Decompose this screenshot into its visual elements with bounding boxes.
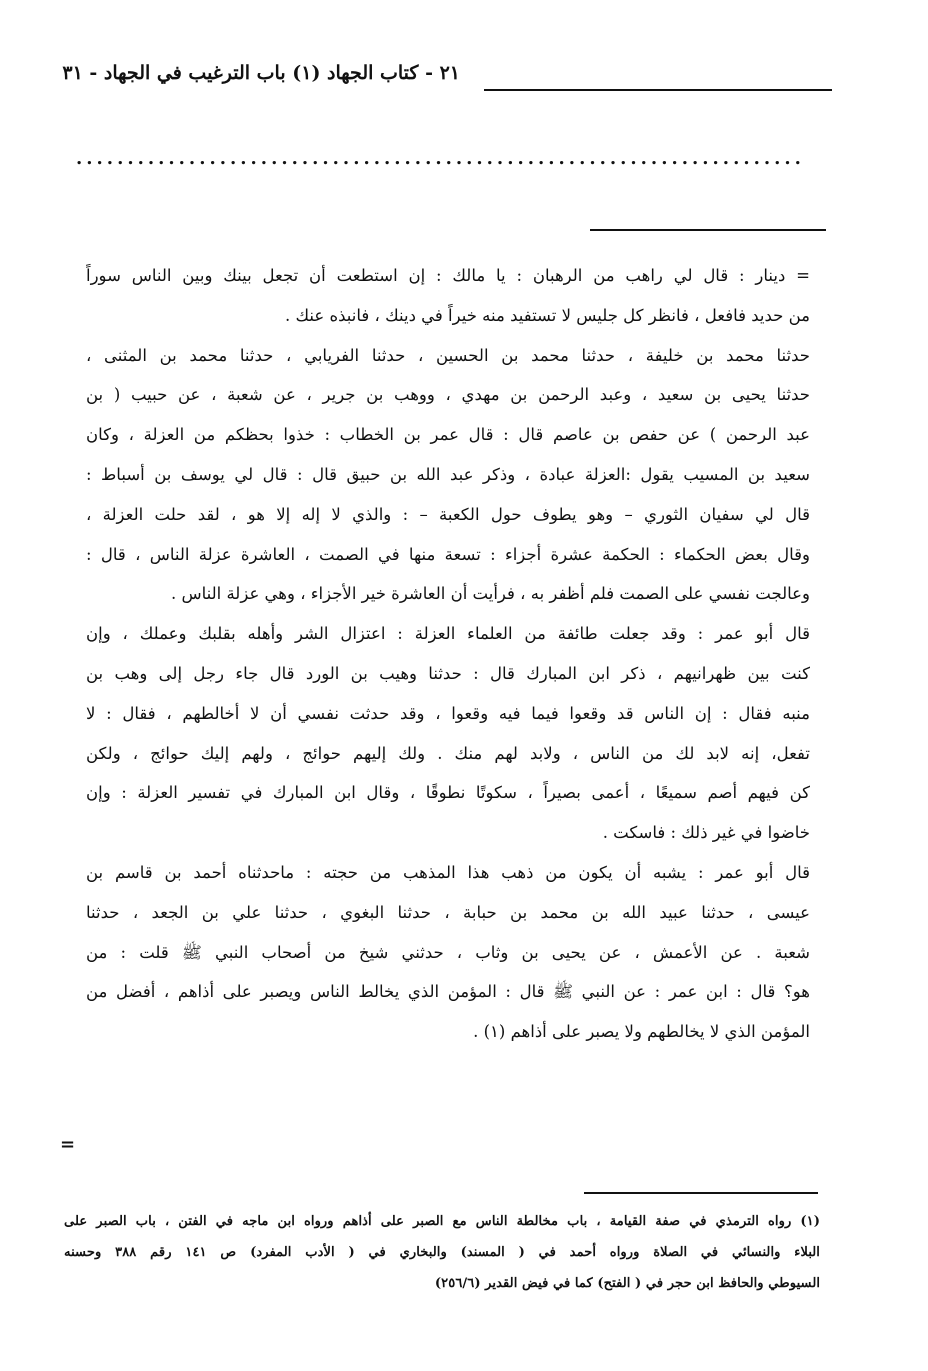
text-line: خاضوا في غير ذلك : فاسكت . bbox=[602, 823, 810, 843]
text-line: وعالجت نفسي على الصمت فلم أظفر به ، فرأيت أن العاشرة خير الأجزاء ، وهي عزلة الناس . bbox=[170, 584, 810, 604]
text-line: عيسى ، حدثنا عبيد الله بن محمد بن حبابة ، حدثنا البغوي ، حدثنا علي بن الجعد ، حدثنا bbox=[86, 902, 810, 922]
text-line: شعبة . عن الأعمش ، عن يحيى بن وثاب ، حدثني شيخ من أصحاب النبي ﷺ قلت : من bbox=[86, 942, 810, 962]
section-rule bbox=[590, 229, 826, 231]
text-line: منبه فقال : إن الناس قد وقعوا فيما فيه وقعوا ، وقد حدثت نفسي أن لا أخالطهم ، فقال : لا bbox=[86, 703, 810, 723]
text-line: كنت بين ظهرانيهم ، ذكر ابن المبارك قال : حدثنا وهيب بن الورد قال جاء رجل إلى وهب بن bbox=[86, 663, 810, 683]
text-line: كن فيهم أصم سميعًا ، أعمى بصيراً ، سكوتًا نطوقًا ، وقال ابن المبارك في تفسير العزلة : وإن bbox=[86, 783, 810, 803]
text-line: قال أبو عمر : يشبه أن يكون من ذهب هذا المذهب من حجته : ماحدثناه أحمد بن قاسم بن bbox=[86, 862, 810, 882]
footnote-line: (١) رواه الترمذي في صفة القيامة ، باب مخالطة الناس مع الصبر على أذاهم ورواه ابن ماجه في الفتن ، باب الصبر على bbox=[64, 1214, 820, 1229]
text-line: حدثنا يحيى بن سعيد ، وعبد الرحمن بن مهدي ، ووهب بن جرير ، عن شعبة ، عن حبيب ( بن bbox=[86, 385, 810, 405]
main-text bbox=[86, 256, 810, 1052]
text-line: هو؟ قال : ابن عمر : عن النبي ﷺ قال : المؤمن الذي يخالط الناس ويصبر على أذاهم ، أفضل من bbox=[86, 982, 810, 1002]
footnote-line: السيوطي والحافظ ابن حجر في ( الفتح) كما في فيض القدير (٢٥٦/٦) bbox=[434, 1276, 820, 1291]
text-line: سعيد بن المسيب يقول :العزلة عبادة ، وذكر عبد الله بن حبيق قال : قال لي يوسف بن أسباط : bbox=[86, 464, 810, 484]
ellipsis-separator: ....................................................................... bbox=[76, 148, 805, 169]
text-line: تفعل، إنه لابد لك من الناس ، ولابد لهم منك . ولك إليهم حوائج ، ولهم إليك حوائج ، ولكن bbox=[86, 743, 810, 763]
text-line: عبد الرحمن ) عن حفص بن عاصم قال : قال عمر بن الخطاب : خذوا بحظكم من العزلة ، وكان bbox=[86, 425, 810, 445]
footnote bbox=[64, 1206, 820, 1299]
text-line: من حديد فافعل ، فانظر كل جليس لا تستفيد منه خيراً في دينك ، فانبذه عنك . bbox=[285, 305, 810, 325]
footnote-rule bbox=[584, 1192, 818, 1194]
text-line: قال لي سفيان الثوري – وهو يطوف حول الكعبة – : والذي لا إله إلا هو ، لقد حلت العزلة ، bbox=[86, 504, 810, 524]
footnote-line: البلاء والنسائي في الصلاة ورواه أحمد في ( المسند) والبخاري في ( الأدب المفرد) ص ١٤١ رقم ٣٨٨ وحسنه bbox=[64, 1245, 820, 1260]
header-rule bbox=[484, 89, 832, 91]
continuation-mark: = bbox=[60, 1134, 76, 1155]
text-line: وقال بعض الحكماء : الحكمة عشرة أجزاء : تسعة منها في الصمت ، العاشرة عزلة الناس ، قال : bbox=[86, 544, 810, 564]
text-line: المؤمن الذي لا يخالطهم ولا يصبر على أذاهم (١) . bbox=[473, 1022, 810, 1042]
text-line: = دينار : قال لي راهب من الرهبان : يا مالك : إن استطعت أن تجعل بينك وبين الناس سوراً bbox=[86, 266, 810, 285]
text-line: قال أبو عمر : وقد جعلت طائفة من العلماء العزلة : اعتزال الشر وأهله بقلبك وعملك ، وإن bbox=[86, 624, 810, 644]
running-head: ٢١ - كتاب الجهاد (١) باب الترغيب في الجهاد - ٣١ bbox=[62, 62, 460, 84]
text-line: حدثنا محمد بن خليفة ، حدثنا محمد بن الحسين ، حدثنا الفريابي ، حدثنا محمد بن المثنى ، bbox=[86, 345, 810, 365]
